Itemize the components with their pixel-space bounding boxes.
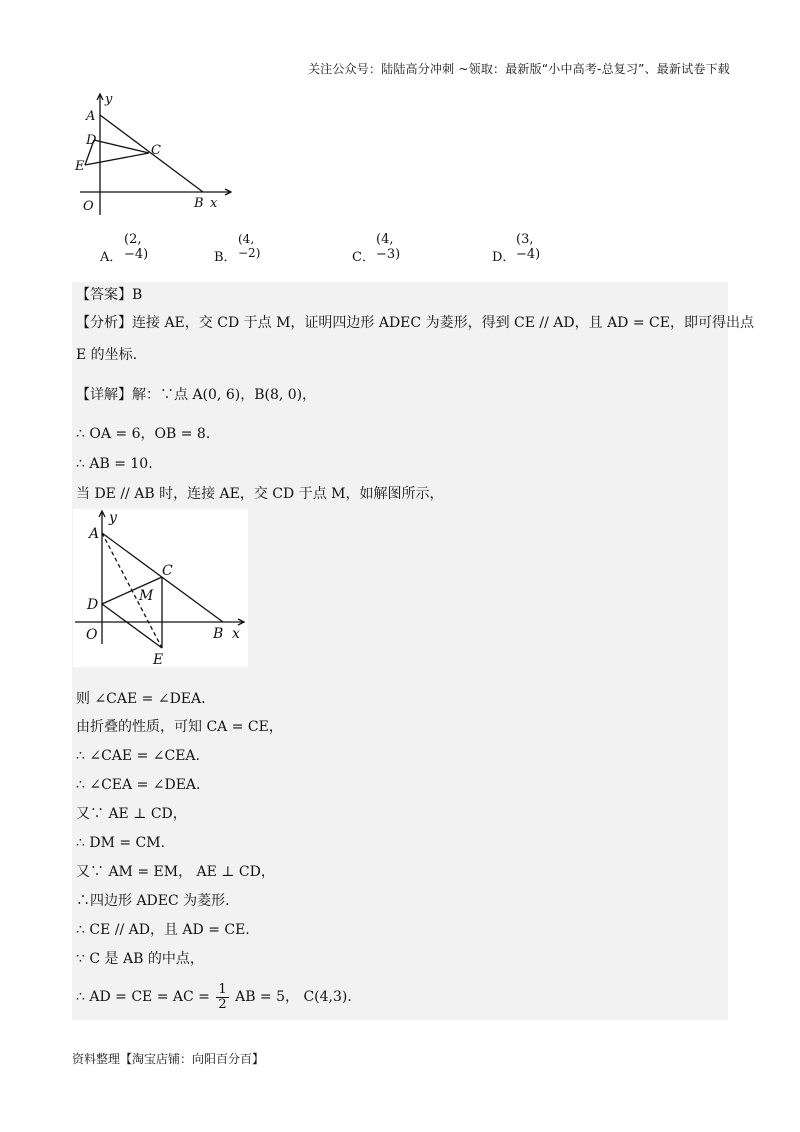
- analysis-line-2: E 的坐标.: [76, 347, 138, 363]
- analysis-line-1: 【分析】连接 AE，交 CD 于点 M，证明四边形 ADEC 为菱形，得到 CE // AD，且 AD = CE，即可得出点: [76, 315, 754, 331]
- step-6: ∴ DM = CM.: [76, 835, 166, 851]
- step-7: 又∵ AM = EM， AE ⊥ CD，: [76, 864, 275, 880]
- fraction-denominator: 2: [218, 996, 227, 1012]
- step-8: ∴四边形 ADEC 为菱形.: [76, 893, 230, 909]
- fig1-label-e: E: [75, 159, 85, 174]
- choice-a-value: (2, −4): [124, 232, 149, 262]
- detail-line: 【详解】解：∵点 A(0, 6)，B(8, 0)，: [76, 387, 317, 403]
- fig2-label-b: B: [213, 626, 224, 642]
- fig1-segment-ec: [85, 153, 149, 165]
- fig2-label-a: A: [89, 526, 100, 542]
- step-ab: ∴ AB = 10.: [76, 456, 153, 472]
- step-2: 由折叠的性质，可知 CA = CE，: [76, 719, 283, 735]
- step-4: ∴ ∠CEA = ∠DEA.: [76, 777, 201, 793]
- fig2-label-c: C: [162, 563, 173, 579]
- fig2-label-x: x: [232, 626, 240, 642]
- fig2-label-d: D: [87, 597, 99, 613]
- answer-line: 【答案】B: [76, 287, 143, 303]
- fig1-label-b: B: [194, 196, 204, 211]
- choice-c-value: (4, −3): [376, 232, 401, 262]
- fraction-one-half: [216, 983, 228, 1012]
- step-oa-ob: ∴ OA = 6，OB = 8.: [76, 426, 211, 442]
- step-5: 又∵ AE ⊥ CD，: [76, 806, 187, 822]
- choice-b-letter: B．: [214, 250, 237, 265]
- choice-c-letter: C．: [352, 250, 375, 265]
- footer-note: 资料整理【淘宝店铺：向阳百分百】: [72, 1052, 265, 1066]
- fig1-label-x: x: [210, 196, 218, 211]
- fig1-segment-dc: [94, 140, 149, 153]
- step-when: 当 DE // AB 时，连接 AE，交 CD 于点 M，如解图所示，: [76, 486, 444, 502]
- fig2-segment-de: [102, 604, 162, 648]
- step-11: [76, 982, 352, 1012]
- choice-d-value: (3, −4): [516, 232, 541, 262]
- choice-a-letter: A．: [100, 250, 123, 265]
- fig2-label-m: M: [139, 588, 154, 604]
- step-11-suffix: AB = 5， C(4,3).: [235, 989, 352, 1005]
- fig2-label-e: E: [153, 652, 164, 667]
- fig1-label-d: D: [86, 133, 97, 148]
- fig1-label-y: y: [105, 92, 113, 107]
- step-3: ∴ ∠CAE = ∠CEA.: [76, 748, 200, 764]
- choice-d-letter: D．: [492, 250, 516, 265]
- fig1-label-o: O: [83, 199, 94, 214]
- choice-b-value: (4, −2): [238, 232, 261, 260]
- header-note: 关注公众号：陆陆高分冲刺 ~领取：最新版“小中高考-总复习”、最新试卷下载: [307, 62, 730, 76]
- step-9: ∴ CE // AD，且 AD = CE.: [76, 922, 250, 938]
- fig2-label-y: y: [109, 510, 117, 526]
- answer-choices: [100, 232, 700, 264]
- fig1-label-a: A: [86, 109, 96, 124]
- fig2-label-o: O: [86, 627, 98, 643]
- step-11-prefix: ∴ AD = CE = AC =: [76, 989, 210, 1005]
- step-1: 则 ∠CAE = ∠DEA.: [76, 691, 206, 707]
- step-10: ∵ C 是 AB 的中点，: [76, 951, 204, 967]
- fraction-numerator: 1: [218, 981, 227, 997]
- fig1-label-c: C: [151, 143, 161, 158]
- figure-2-diagram: [73, 509, 248, 667]
- figure-1-diagram: [70, 90, 240, 220]
